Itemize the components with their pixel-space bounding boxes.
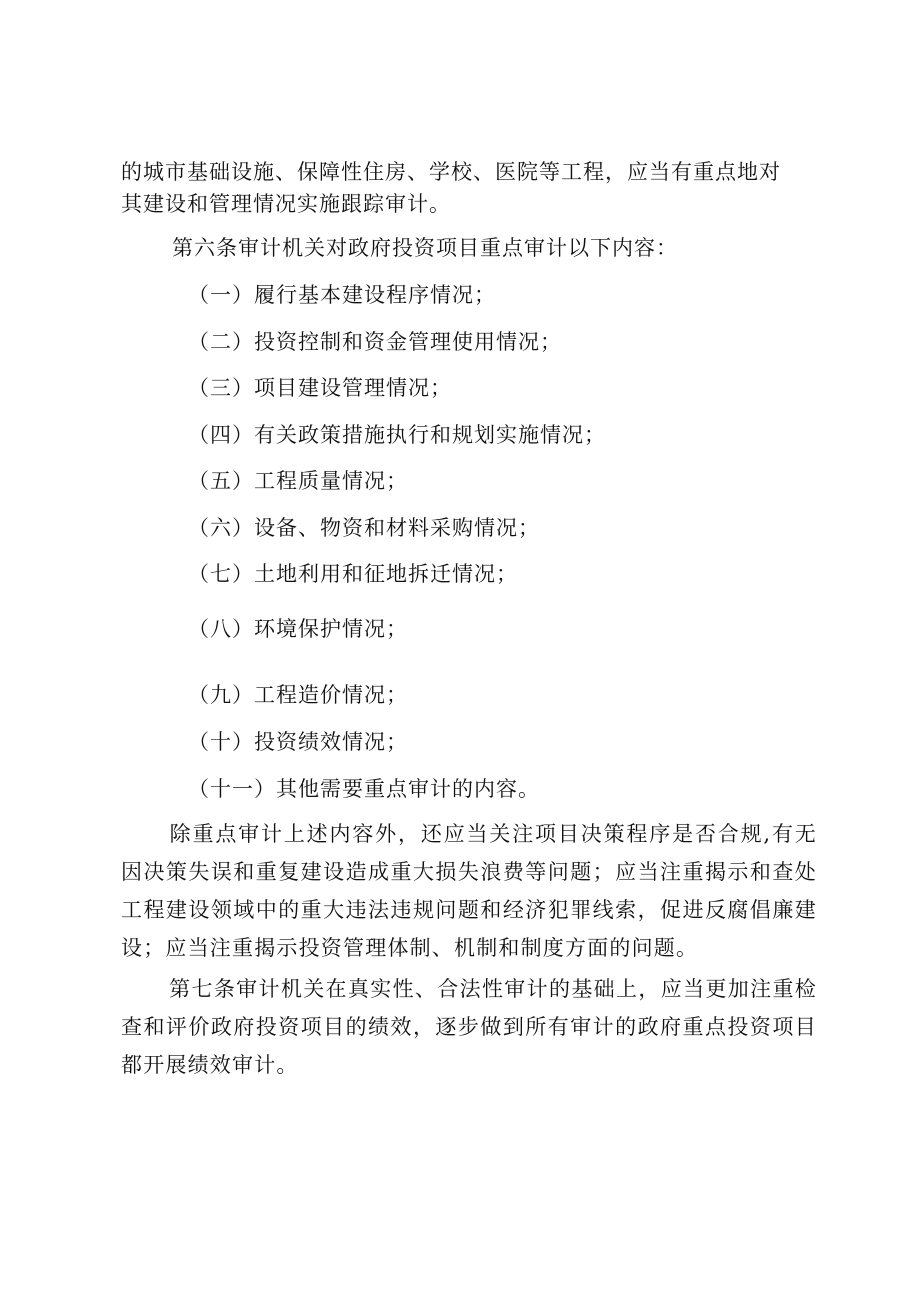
intro-line-1: 的城市基础设施、保障性住房、学校、医院等工程，应当有重点地对 — [121, 160, 781, 184]
list-item-11: （十一）其他需要重点审计的内容。 — [188, 777, 540, 801]
list-item-5: （五）工程质量情况； — [188, 469, 408, 493]
list-item-1: （一）履行基本建设程序情况； — [188, 283, 496, 307]
list-item-3: （三）项目建设管理情况； — [188, 376, 452, 400]
list-item-8: （八）环境保护情况； — [188, 617, 408, 641]
list-item-9: （九）工程造价情况； — [188, 683, 408, 707]
intro-line-2: 其建设和管理情况实施跟踪审计。 — [121, 192, 451, 216]
article-7-paragraph — [121, 970, 817, 1084]
list-item-2: （二）投资控制和资金管理使用情况； — [188, 330, 562, 354]
list-item-4: （四）有关政策措施执行和规划实施情况； — [188, 423, 606, 447]
list-item-6: （六）设备、物资和材料采购情况； — [188, 516, 540, 540]
article-6-heading: 第六条审计机关对政府投资项目重点审计以下内容： — [172, 236, 678, 260]
list-item-10: （十）投资绩效情况； — [188, 730, 408, 754]
list-item-7: （七）土地利用和征地拆迁情况； — [188, 562, 518, 586]
paragraph-additional-focus — [121, 815, 817, 967]
paragraph-additional-focus-text: 除重点审计上述内容外，还应当关注项目决策程序是否合规,有无因决策失误和重复建设造成重大损失浪费等问题；应当注重揭示和查处工程建设领域中的重大违法违规问题和经济犯罪线索，促进反腐倡廉建设；应当注重揭示投资管理体制、机制和制度方面的问题。 — [121, 822, 817, 960]
article-7-text: 第七条审计机关在真实性、合法性审计的基础上，应当更加注重检查和评价政府投资项目的绩效，逐步做到所有审计的政府重点投资项目都开展绩效审计。 — [121, 977, 817, 1077]
